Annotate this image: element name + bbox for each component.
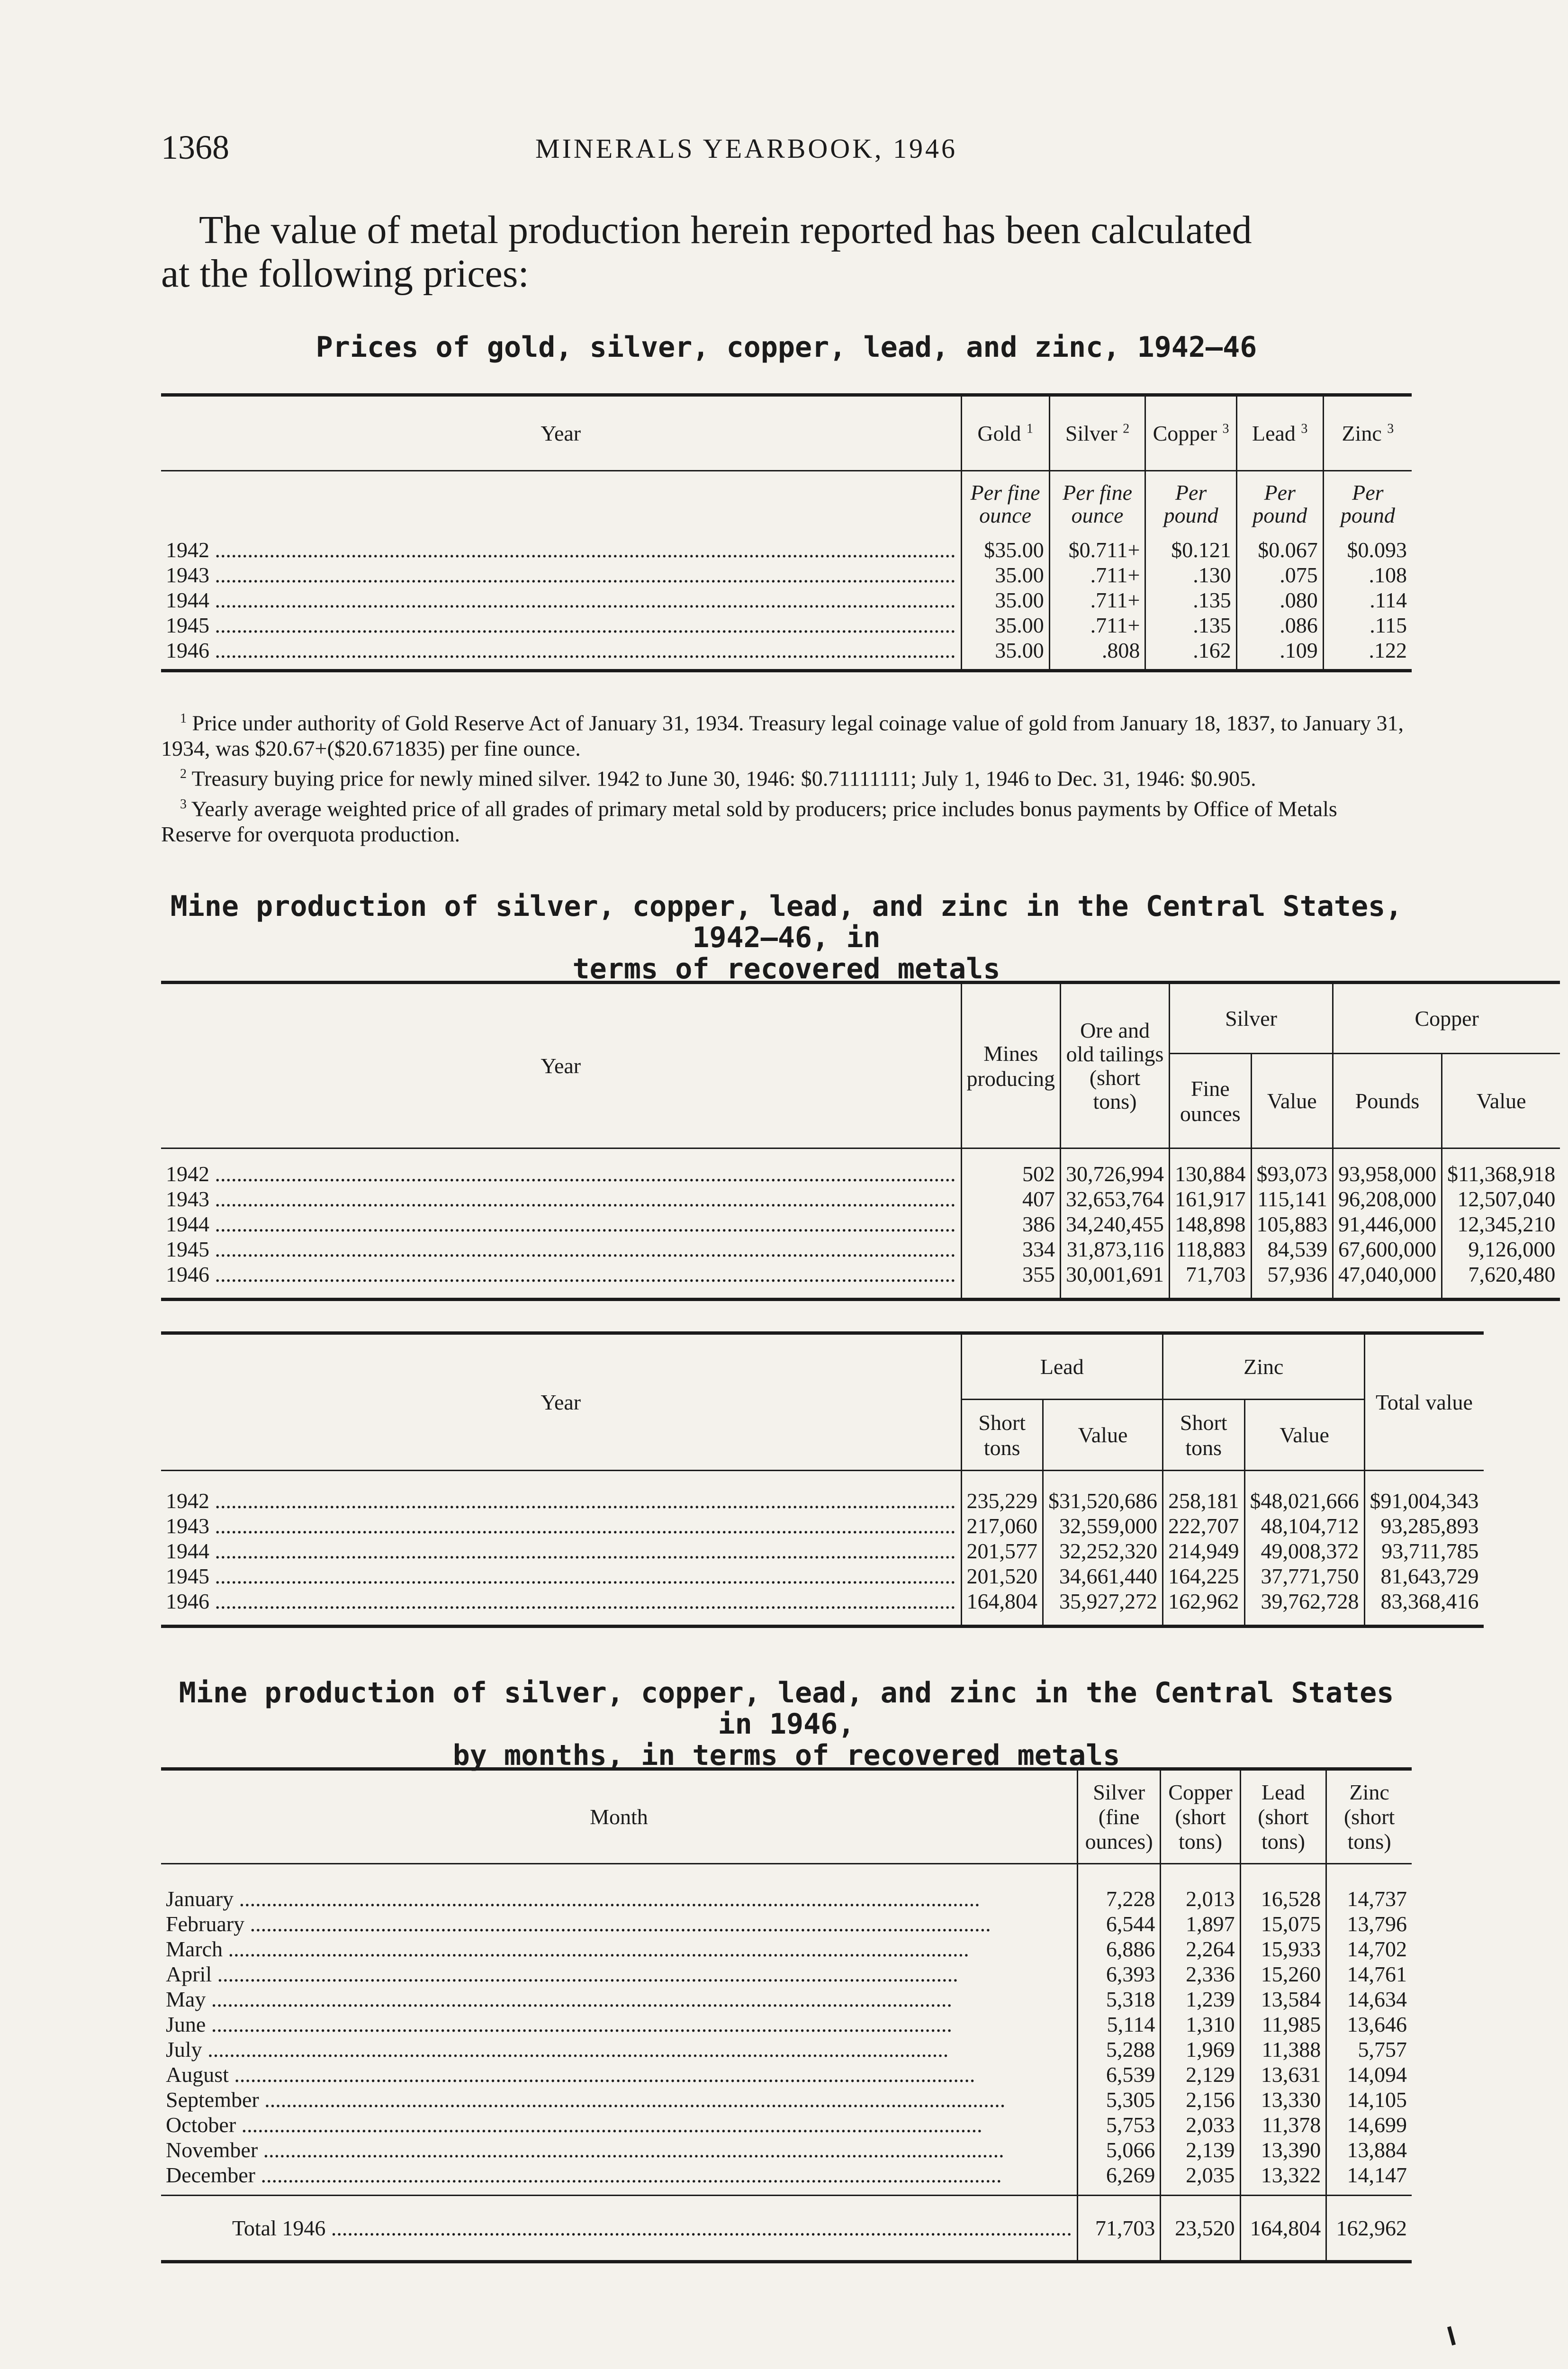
col-ore: Ore and old tailings (short tons) xyxy=(1061,983,1170,1148)
table-row: 1943 ..... 35.00 .711+ .130 .075 .108 xyxy=(161,562,1412,588)
table-row: 1942 ..... 502 30,726,994 130,884 $93,073 93,958,000 $11,368,918 xyxy=(161,1148,1560,1186)
table-row: 1946 ..... 164,804 35,927,272 162,962 39,762,728 83,368,416 xyxy=(161,1589,1484,1627)
col-lead-value: Value xyxy=(1043,1400,1163,1471)
table-row: 1942 ..... 235,229 $31,520,686 258,181 $48,021,666 $91,004,343 xyxy=(161,1471,1484,1513)
table-row: 1943 ..... 217,060 32,559,000 222,707 48,104,712 93,285,893 xyxy=(161,1513,1484,1538)
table-row: 1945 ..... 35.00 .711+ .135 .086 .115 xyxy=(161,613,1412,638)
col-total: Total value xyxy=(1364,1333,1484,1471)
page-header xyxy=(161,128,1412,166)
table-row: March ..... 6,886 2,264 15,933 14,702 xyxy=(161,1936,1412,1962)
col-year: Year xyxy=(161,395,961,471)
col-lead: Lead xyxy=(961,1333,1163,1400)
col-copper: Copper $^3$ xyxy=(1145,395,1236,471)
col-copper: Copper xyxy=(1333,983,1560,1054)
col-zinc-tons: Short tons xyxy=(1163,1400,1245,1471)
unit-copper: Per pound xyxy=(1145,471,1236,537)
table-row: 1944 ..... 201,577 32,252,320 214,949 49,008,372 93,711,785 xyxy=(161,1538,1484,1564)
table-row: 1945 ..... 334 31,873,116 118,883 84,539 67,600,000 9,126,000 xyxy=(161,1237,1560,1262)
table-row: November ..... 5,066 2,139 13,390 13,884 xyxy=(161,2137,1412,2162)
col-copper: Copper (short tons) xyxy=(1161,1769,1240,1864)
col-copper-lb: Pounds xyxy=(1333,1054,1442,1148)
col-zinc: Zinc xyxy=(1163,1333,1365,1400)
col-zinc: Zinc (short tons) xyxy=(1326,1769,1412,1864)
production-table-part2 xyxy=(161,1331,1484,1628)
prices-units-row xyxy=(161,471,1412,537)
production-table-title: Mine production of silver, copper, lead, and zinc in the Central States, 1942–46, in terms of recovered metals xyxy=(170,890,1403,986)
monthly-table xyxy=(161,1767,1412,2263)
col-month: Month xyxy=(161,1769,1077,1864)
col-zinc-value: Value xyxy=(1244,1400,1364,1471)
col-lead: Lead $^3$ xyxy=(1236,395,1323,471)
table-row: August ..... 6,539 2,129 13,631 14,094 xyxy=(161,2062,1412,2087)
col-zinc: Zinc $^3$ xyxy=(1323,395,1412,471)
table-row: 1945 ..... 201,520 34,661,440 164,225 37,771,750 81,643,729 xyxy=(161,1564,1484,1589)
unit-zinc: Per pound xyxy=(1323,471,1412,537)
table-row: 1942 ..... $35.00 $0.711+ $0.121 $0.067 $0.093 xyxy=(161,537,1412,562)
col-year: Year xyxy=(161,983,961,1148)
table-row: July ..... 5,288 1,969 11,388 5,757 xyxy=(161,2037,1412,2062)
footnote-2: $^2$ Treasury buying price for newly mined silver. 1942 to June 30, 1946: $0.71111111; July 1, 1946 to Dec. 31, 1946: $0.905. xyxy=(180,766,1256,791)
col-silver-value: Value xyxy=(1251,1054,1333,1148)
table-row: February ..... 6,544 1,897 15,075 13,796 xyxy=(161,1911,1412,1936)
col-silver-oz: Fine ounces xyxy=(1170,1054,1252,1148)
intro-paragraph xyxy=(161,208,1412,296)
prices-table-title: Prices of gold, silver, copper, lead, and zinc, 1942–46 xyxy=(315,331,1257,364)
unit-lead: Per pound xyxy=(1236,471,1323,537)
table-row: 1944 ..... 35.00 .711+ .135 .080 .114 xyxy=(161,588,1412,613)
running-title: MINERALS YEARBOOK, 1946 xyxy=(535,133,958,164)
scan-mark xyxy=(1447,2326,1456,2346)
intro-line-1: The value of metal production herein reported has been calculated xyxy=(199,208,1252,252)
table-row: 1946 ..... 355 30,001,691 71,703 57,936 47,040,000 7,620,480 xyxy=(161,1262,1560,1300)
intro-line-2: at the following prices: xyxy=(161,252,529,296)
table-row: 1944 ..... 386 34,240,455 148,898 105,883 91,446,000 12,345,210 xyxy=(161,1212,1560,1237)
unit-silver: Per fine ounce xyxy=(1049,471,1145,537)
col-silver: Silver xyxy=(1170,983,1333,1054)
table-row: January ..... 7,228 2,013 16,528 14,737 xyxy=(161,1864,1412,1911)
table-row: October ..... 5,753 2,033 11,378 14,699 xyxy=(161,2112,1412,2137)
prices-table xyxy=(161,393,1412,672)
col-silver: Silver (fine ounces) xyxy=(1077,1769,1161,1864)
table-row: 1946 ..... 35.00 .808 .162 .109 .122 xyxy=(161,638,1412,671)
col-lead-tons: Short tons xyxy=(961,1400,1043,1471)
unit-gold: Per fine ounce xyxy=(961,471,1049,537)
col-gold: Gold $^1$ xyxy=(961,395,1049,471)
table-row: 1943 ..... 407 32,653,764 161,917 115,141 96,208,000 12,507,040 xyxy=(161,1186,1560,1212)
table-row: June ..... 5,114 1,310 11,985 13,646 xyxy=(161,2012,1412,2037)
production-table-part1 xyxy=(161,981,1560,1301)
table-row: April ..... 6,393 2,336 15,260 14,761 xyxy=(161,1962,1412,1987)
col-copper-value: Value xyxy=(1442,1054,1560,1148)
prices-header-row xyxy=(161,395,1412,471)
page-number: 1368 xyxy=(161,128,229,166)
col-lead: Lead (short tons) xyxy=(1240,1769,1326,1864)
monthly-table-title: Mine production of silver, copper, lead, and zinc in the Central States in 1946, by months, in terms of recovered metals xyxy=(179,1676,1394,1772)
footnote-1: $^1$ Price under authority of Gold Reserve Act of January 31, 1934. Treasury legal coinage value of gold from January 18, 1837, to January 31, 1934, was $20.67+($20.671835) per fine ounce. xyxy=(161,711,1404,761)
col-year: Year xyxy=(161,1333,961,1471)
table-row: September ..... 5,305 2,156 13,330 14,105 xyxy=(161,2087,1412,2112)
col-silver: Silver $^2$ xyxy=(1049,395,1145,471)
table-row: December ..... 6,269 2,035 13,322 14,147 xyxy=(161,2162,1412,2196)
col-mines: Mines producing xyxy=(961,983,1061,1148)
footnote-3: $^3$ Yearly average weighted price of all grades of primary metal sold by producers; price includes bonus payments by Office of Metals Reserve for overquota production. xyxy=(161,796,1337,846)
total-row: Total 1946 ..... 71,703 23,520 164,804 162,962 xyxy=(161,2196,1412,2262)
footnotes xyxy=(161,706,1412,847)
table-row: May ..... 5,318 1,239 13,584 14,634 xyxy=(161,1987,1412,2012)
